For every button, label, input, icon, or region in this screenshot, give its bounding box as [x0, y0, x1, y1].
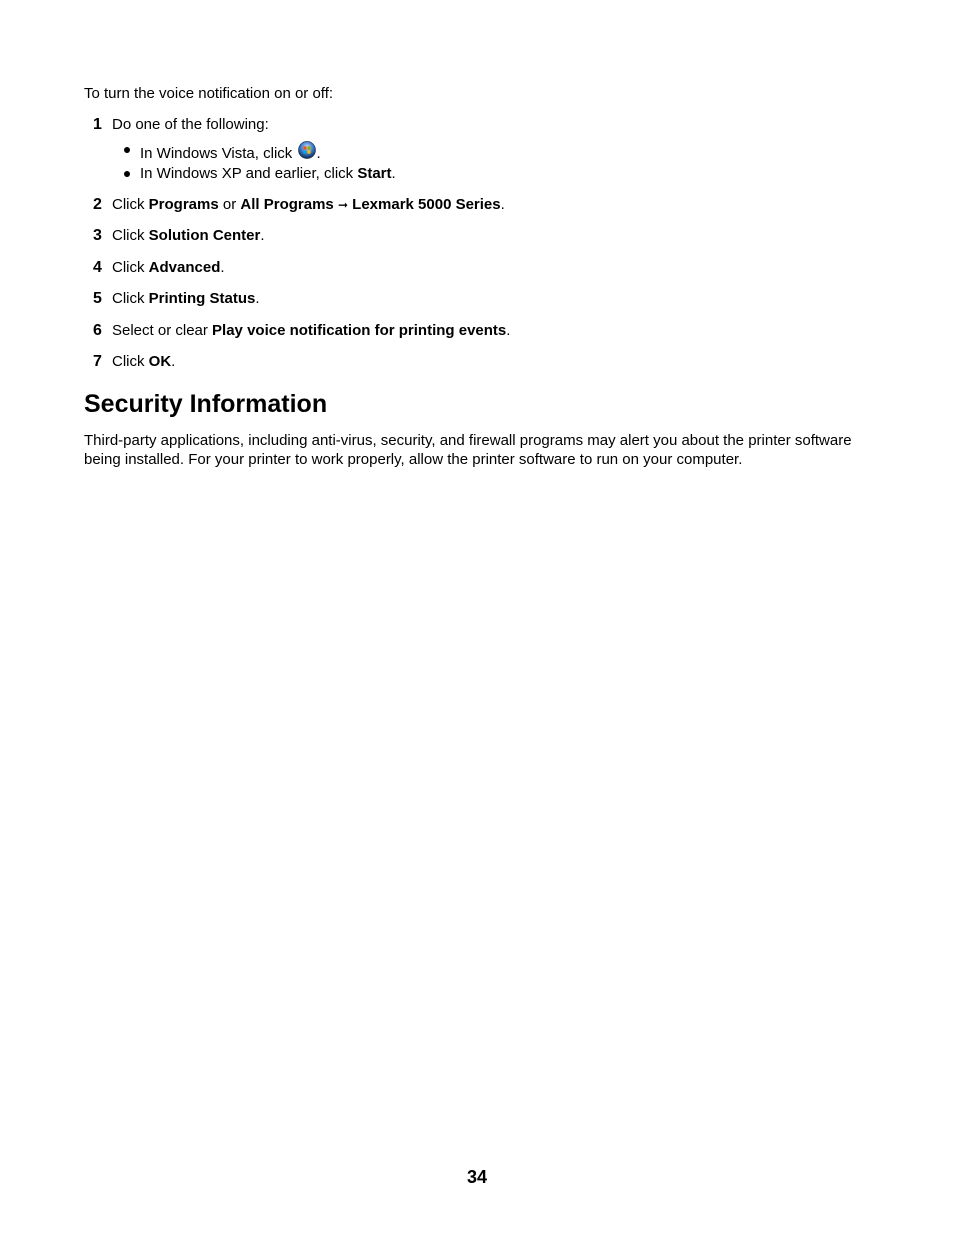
step-number: 6 [93, 322, 102, 339]
programs-label: Programs [148, 196, 219, 213]
step-number: 4 [93, 259, 102, 276]
section-heading: Security Information [84, 390, 328, 418]
intro-text: To turn the voice notification on or off: [84, 85, 334, 102]
page-number: 34 [466, 1167, 488, 1187]
step-number: 3 [93, 227, 102, 244]
all-programs-label: All Programs [240, 196, 334, 213]
windows-start-orb-icon [298, 141, 316, 159]
step-bold-text: Solution Center [148, 227, 261, 244]
arrow-icon: ➞ [337, 198, 348, 212]
step-text: Do one of the following: [112, 116, 269, 133]
bullet-text: In Windows XP and earlier, click [140, 165, 358, 182]
step-number: 1 [93, 116, 102, 133]
bullet-dot [124, 171, 130, 177]
bullet-text: In Windows Vista, click [140, 145, 297, 162]
step-bold-text: Play voice notification for printing events [212, 322, 507, 339]
security-paragraph: Third-party applications, including anti-virus, security, and firewall programs may alert you about the printer software being installed. For your printer to work properly, allow the printer software to run on your computer. [84, 432, 852, 468]
bullet-dot [124, 147, 130, 153]
step-number: 7 [93, 353, 102, 370]
step-number: 2 [93, 196, 102, 213]
step-bold-text: OK [148, 353, 172, 370]
lexmark-label: Lexmark 5000 Series [352, 196, 501, 213]
step-number: 5 [93, 290, 102, 307]
step-bold-text: Printing Status [148, 290, 256, 307]
step-bold-text: Advanced [148, 259, 221, 276]
start-label: Start [357, 165, 392, 182]
